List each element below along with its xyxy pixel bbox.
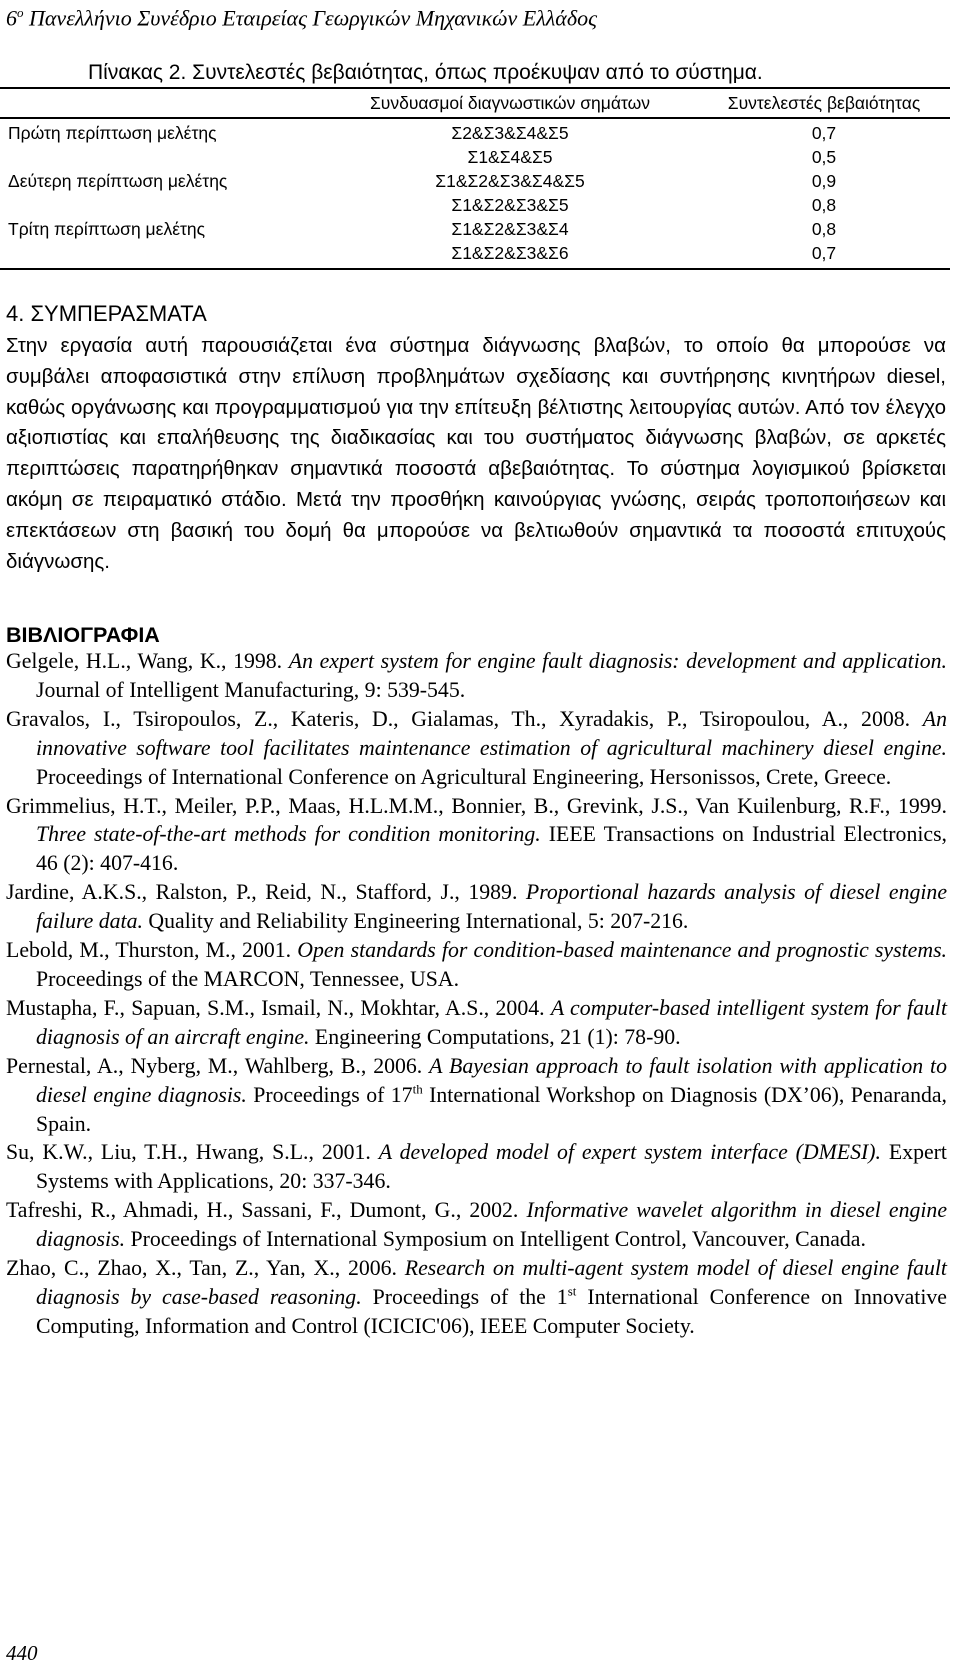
reference-item bbox=[6, 994, 947, 1052]
table-cell-signals: Σ2&Σ3&Σ4&Σ5 bbox=[451, 123, 569, 143]
reference-item bbox=[6, 1052, 947, 1139]
reference-source: Journal of Intelligent Manufacturing, 9: 539-545. bbox=[36, 677, 466, 702]
reference-item bbox=[6, 1138, 947, 1196]
table-cell-certainty: 0,8 bbox=[811, 219, 837, 239]
reference-authors: Mustapha, F., Sapuan, S.M., Ismail, N., Mokhtar, A.S., 2004. bbox=[6, 995, 551, 1020]
reference-item bbox=[6, 936, 947, 994]
reference-authors: Zhao, C., Zhao, X., Tan, Z., Yan, X., 2006. bbox=[6, 1256, 405, 1281]
reference-authors: Jardine, A.K.S., Ralston, P., Reid, N., Stafford, J., 1989. bbox=[6, 880, 526, 905]
reference-title: A developed model of expert system interface (DMESI). bbox=[378, 1140, 881, 1165]
reference-source: Proceedings of International Conference on Agricultural Engineering, Hersonissos, Crete, Greece. bbox=[36, 764, 892, 789]
reference-source: Proceedings of 17 bbox=[246, 1082, 413, 1107]
running-header bbox=[6, 0, 597, 31]
reference-source-cont: International Conference on Innovative Computing, Information and Control (ICICIC'06), IEEE Computer Society. bbox=[36, 1284, 947, 1338]
table-cell-signals: Σ1&Σ2&Σ3&Σ6 bbox=[451, 243, 569, 263]
reference-authors: Tafreshi, R., Ahmadi, H., Sassani, F., Dumont, G., 2002. bbox=[6, 1198, 527, 1223]
reference-title: An expert system for engine fault diagnosis: development and application. bbox=[288, 649, 947, 673]
reference-source: Proceedings of the 1 bbox=[361, 1284, 568, 1309]
table-cell-signals: Σ1&Σ2&Σ3&Σ4 bbox=[451, 219, 569, 239]
table-top-rule bbox=[0, 87, 950, 89]
reference-title: Open standards for condition-based maintenance and prognostic systems. bbox=[297, 938, 947, 963]
table-cell-certainty: 0,8 bbox=[811, 195, 837, 215]
conclusions-paragraph: Στην εργασία αυτή παρουσιάζεται ένα σύστημα διάγνωσης βλαβών, το οποίο θα μπορούσε να συμβάλει αποφασιστικά στην επίλυση προβλημάτων σχεδίασης και συντήρησης κινητήρων diesel, καθώς οργάνωσης και προγραμματισμού για την επίτευξη βέλτιστης λειτουργίας αυτών. Από τον έλεγχο αξιοπιστίας και επαλήθευσης της διαδικασίας και του συστήματος διάγνωσης βλαβών, σε αρκετές περιπτώσεις παρατηρήθηκαν σημαντικά ποσοστά αβεβαιότητας. Το σύστημα λογισμικού βρίσκεται ακόμη σε πειραματικό στάδιο. Μετά την προσθήκη καινούργιας γνώσης, σειράς τροποποιήσεων και επεκτάσεων στη βασική του δομή θα μπορούσε να βελτιωθούν σημαντικά τα ποσοστά επιτυχούς διάγνωσης. bbox=[6, 334, 946, 573]
reference-source: Quality and Reliability Engineering International, 5: 207-216. bbox=[142, 909, 689, 934]
reference-authors: Gelgele, H.L., Wang, K., 1998. bbox=[6, 649, 289, 673]
conclusions-title: 4. ΣΥΜΠΕΡΑΣΜΑΤΑ bbox=[6, 301, 207, 326]
header-title: Πανελλήνιο Συνέδριο Εταιρείας Γεωργικών Μηχανικών Ελλάδος bbox=[29, 5, 597, 31]
reference-source: Engineering Computations, 21 (1): 78-90. bbox=[309, 1024, 681, 1049]
reference-item bbox=[6, 1196, 947, 1254]
table-cell-case: Πρώτη περίπτωση μελέτης bbox=[8, 123, 217, 143]
reference-item bbox=[6, 705, 947, 792]
table-cell-certainty: 0,7 bbox=[811, 243, 837, 263]
table-cell-signals: Σ1&Σ2&Σ3&Σ4&Σ5 bbox=[435, 171, 585, 191]
table-cell-case: Τρίτη περίπτωση μελέτης bbox=[8, 219, 206, 239]
table-cell-certainty: 0,5 bbox=[811, 147, 837, 167]
reference-item bbox=[6, 792, 947, 879]
table-bottom-rule bbox=[0, 268, 950, 270]
header-ordinal-sup: ο bbox=[17, 5, 24, 20]
table-cell-certainty: 0,7 bbox=[811, 123, 837, 143]
reference-list bbox=[6, 647, 947, 1341]
reference-authors: Su, K.W., Liu, T.H., Hwang, S.L., 2001. bbox=[6, 1140, 379, 1165]
page-number: 440 bbox=[6, 1641, 38, 1665]
reference-title: A Bayesian approach to fault isolation with application to diesel engine diagnosis. bbox=[36, 1053, 947, 1107]
reference-authors: Pernestal, A., Nyberg, M., Wahlberg, B., 2006. bbox=[6, 1053, 430, 1078]
reference-title: Informative wavelet algorithm in diesel engine diagnosis. bbox=[36, 1198, 947, 1252]
reference-title: An innovative software tool facilitates maintenance estimation of agricultural machinery diesel engine. bbox=[36, 706, 947, 760]
reference-ordinal-sup: th bbox=[412, 1081, 423, 1097]
reference-authors: Grimmelius, H.T., Meiler, P.P., Maas, H.L.M.M., Bonnier, B., Grevink, J.S., Van Kuilenburg, R.F., 1999. bbox=[6, 793, 947, 818]
reference-title: Three state-of-the-art methods for condition monitoring. bbox=[36, 822, 541, 847]
table-cell-signals: Σ1&Σ2&Σ3&Σ5 bbox=[451, 195, 569, 215]
header-ordinal: 6 bbox=[6, 5, 17, 31]
reference-authors: Gravalos, I., Tsiropoulos, Z., Kateris, D., Gialamas, Th., Xyradakis, P., Tsiropoulou, A., 2008. bbox=[6, 706, 923, 731]
table-header-certainty: Συντελεστές βεβαιότητας bbox=[727, 93, 921, 113]
reference-source: Proceedings of the MARCON, Tennessee, USA. bbox=[36, 966, 460, 991]
table-header-signals: Συνδυασμοί διαγνωστικών σημάτων bbox=[369, 93, 651, 113]
reference-source: IEEE Transactions on Industrial Electronics, 46 (2): 407-416. bbox=[36, 822, 947, 876]
reference-source: Expert Systems with Applications, 20: 337-346. bbox=[36, 1140, 947, 1194]
reference-title: Research on multi-agent system model of diesel engine fault diagnosis by case-based reasoning. bbox=[36, 1256, 947, 1309]
table-cell-certainty: 0,9 bbox=[811, 171, 837, 191]
reference-item bbox=[6, 1254, 947, 1341]
table-caption: Πίνακας 2. Συντελεστές βεβαιότητας, όπως προέκυψαν από το σύστημα. bbox=[88, 61, 763, 84]
table-cell-signals: Σ1&Σ4&Σ5 bbox=[467, 147, 553, 167]
reference-ordinal-sup: st bbox=[567, 1283, 577, 1299]
reference-item bbox=[6, 647, 947, 705]
table-cell-case: Δεύτερη περίπτωση μελέτης bbox=[8, 171, 228, 191]
reference-authors: Lebold, M., Thurston, M., 2001. bbox=[6, 938, 298, 963]
reference-source: Proceedings of International Symposium on Intelligent Control, Vancouver, Canada. bbox=[125, 1227, 866, 1252]
reference-title: Proportional hazards analysis of diesel engine failure data. bbox=[36, 880, 948, 934]
reference-source-cont: International Workshop on Diagnosis (DX’06), Penaranda, Spain. bbox=[36, 1082, 947, 1136]
bibliography-heading: ΒΙΒΛΙΟΓΡΑΦΙΑ bbox=[6, 623, 160, 647]
reference-item bbox=[6, 878, 947, 936]
reference-title: A computer-based intelligent system for fault diagnosis of an aircraft engine. bbox=[36, 995, 947, 1049]
table-header-rule bbox=[0, 117, 950, 119]
